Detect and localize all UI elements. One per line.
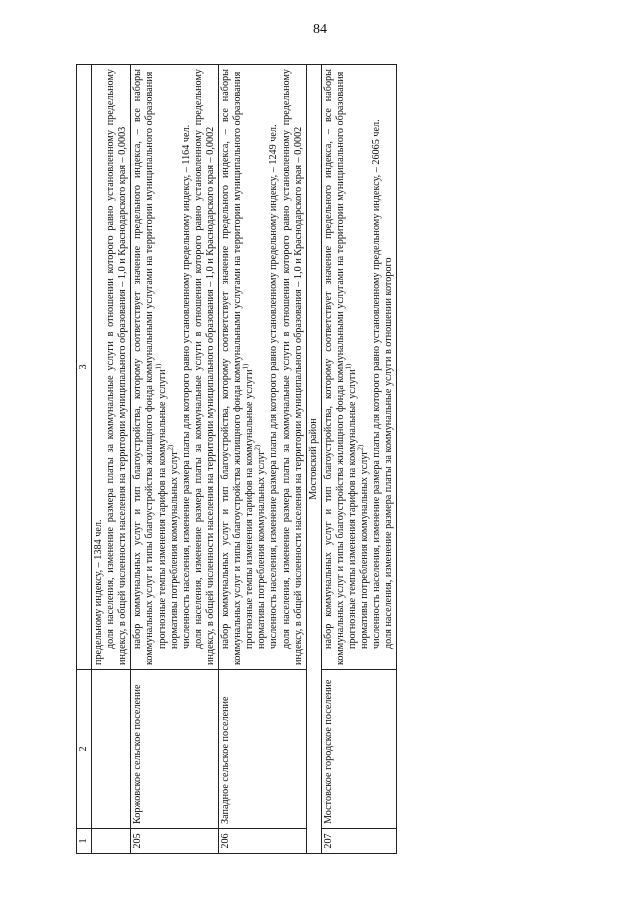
row-number: 206 xyxy=(219,829,307,854)
settlement-name: Западное сельское поселение xyxy=(219,670,307,829)
header-col-1: 1 xyxy=(77,829,92,854)
table-row-205 xyxy=(131,65,219,854)
continuation-text: предельному индексу, – 1384 чел. доля населения, изменение размера платы за коммунальные услуги в отношении которого равно установленному предельному индексу, в общей численности населения на территории муниципального образования – 1,0 и Краснодарского края – 0,0003 xyxy=(92,65,131,670)
settlement-name: Коржовское сельское поселение xyxy=(131,670,219,829)
settlement-name: Мостовское городское поселение xyxy=(321,670,397,829)
region-title: Мостовский район xyxy=(306,65,321,854)
table-row-206 xyxy=(219,65,307,854)
page-number: 84 xyxy=(313,22,327,37)
row-number: 207 xyxy=(321,829,397,854)
header-col-2: 2 xyxy=(77,670,92,829)
table-row-continuation xyxy=(92,65,131,854)
row-description: набор коммунальных услуг и тип благоустройства, которому соответствует значение предельного индекса, – все наборы коммунальных услуг и типы благоустройства жилищного фонда коммунальными услугами на территории муниципального образования прогнозные темпы изменения тарифов на коммунальные услуги$^{1)}$ нормативы потребления коммунальных услуг$^{2)}$ численность населения, изменение размера платы для которого равно установленному предельному индексу, – 1164 чел. доля населения, изменение размера платы за коммунальные услуги в отношении которого равно установленному предельному индексу, в общей численности населения на территории муниципального образования – 1,0 и Краснодарского края – 0,0002 xyxy=(131,65,219,670)
region-row xyxy=(306,65,321,854)
row-number: 205 xyxy=(131,829,219,854)
row-description: набор коммунальных услуг и тип благоустройства, которому соответствует значение предельного индекса, – все наборы коммунальных услуг и типы благоустройства жилищного фонда коммунальными услугами на территории муниципального образования прогнозные темпы изменения тарифов на коммунальные услуги$^{1)}$ нормативы потребления коммунальных услуг$^{2)}$ численность населения, изменение размера платы для которого равно установленному предельному индексу, – 1249 чел. доля населения, изменение размера платы за коммунальные услуги в отношении которого равно установленному предельному индексу, в общей численности населения на территории муниципального образования – 1,0 и Краснодарского края – 0,0002 xyxy=(219,65,307,670)
data-table xyxy=(76,64,397,854)
rotated-table-container xyxy=(76,64,596,854)
header-col-3: 3 xyxy=(77,65,92,670)
header-row xyxy=(77,65,92,854)
table-row-207 xyxy=(321,65,397,854)
row-description: набор коммунальных услуг и тип благоустройства, которому соответствует значение предельного индекса, – все наборы коммунальных услуг и типы благоустройства жилищного фонда коммунальными услугами на территории муниципального образования прогнозные темпы изменения тарифов на коммунальные услуги$^{1)}$ нормативы потребления коммунальных услуг$^{2)}$ численность населения, изменение размера платы для которого равно установленному предельному индексу, – 26065 чел. доля населения, изменение размера платы за коммунальные услуги в отношении которого xyxy=(321,65,397,670)
rotated-table xyxy=(76,64,596,854)
